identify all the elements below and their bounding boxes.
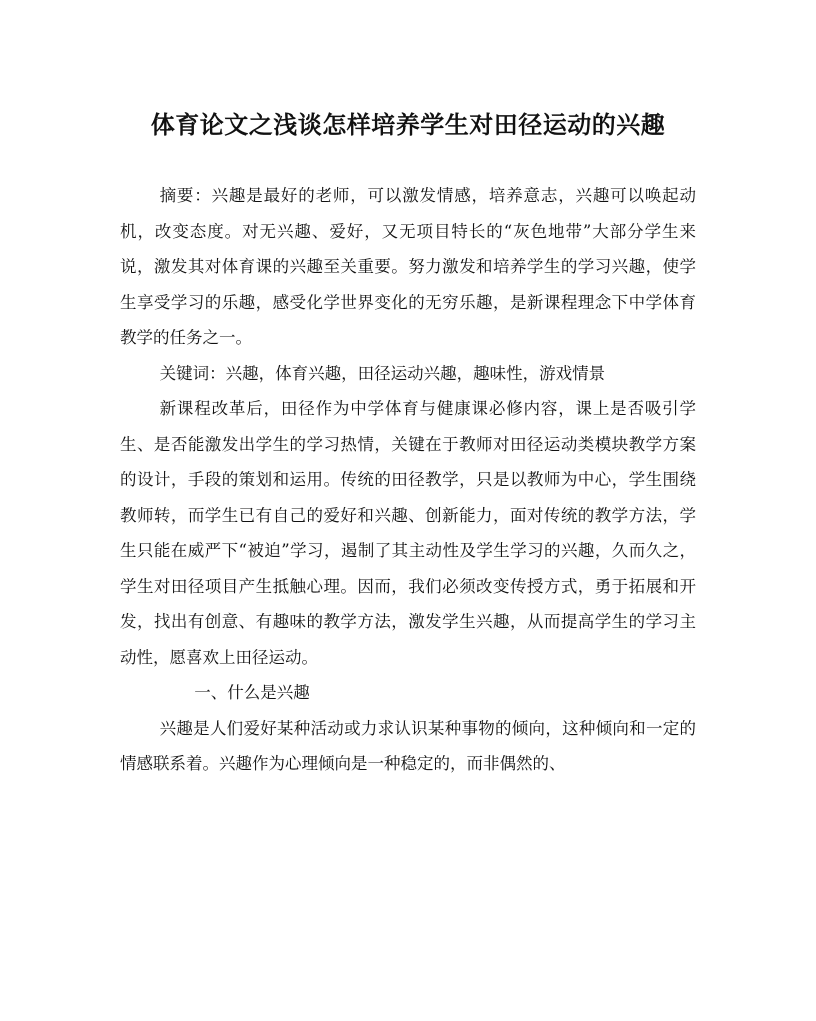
intro-paragraph: 新课程改革后，田径作为中学体育与健康课必修内容，课上是否吸引学生、是否能激发出学生的学习热情，关键在于教师对田径运动类模块教学方案的设计，手段的策划和运用。传统的田径教学，只是以教师为中心，学生围绕教师转，而学生已有自己的爱好和兴趣、创新能力，面对传统的教学方法，学生只能在威严下“被迫”学习，遏制了其主动性及学生学习的兴趣，久而久之，学生对田径项目产生抵触心理。因而，我们必须改变传授方式，勇于拓展和开发，找出有创意、有趣味的教学方法，激发学生兴趣，从而提高学生的学习主动性，愿喜欢上田径运动。	[120, 399, 696, 667]
section-heading: 一、什么是兴趣	[194, 683, 310, 702]
section-paragraph: 兴趣是人们爱好某种活动或力求认识某种事物的倾向，这种倾向和一定的情感联系着。兴趣作为心理倾向是一种稳定的，而非偶然的、	[120, 718, 696, 773]
document-body	[120, 178, 696, 782]
document-title: 体育论文之浅谈怎样培养学生对田径运动的兴趣	[150, 110, 666, 139]
keywords-paragraph: 关键词：兴趣，体育兴趣，田径运动兴趣，趣味性，游戏情景	[159, 363, 606, 383]
abstract-paragraph: 摘要：兴趣是最好的老师，可以激发情感，培养意志，兴趣可以唤起动机，改变态度。对无兴趣、爱好，又无项目特长的“灰色地带”大部分学生来说，激发其对体育课的兴趣至关重要。努力激发和培养学生的学习兴趣，使学生享受学习的乐趣，感受化学世界变化的无穷乐趣，是新课程理念下中学体育教学的任务之一。	[120, 186, 696, 347]
